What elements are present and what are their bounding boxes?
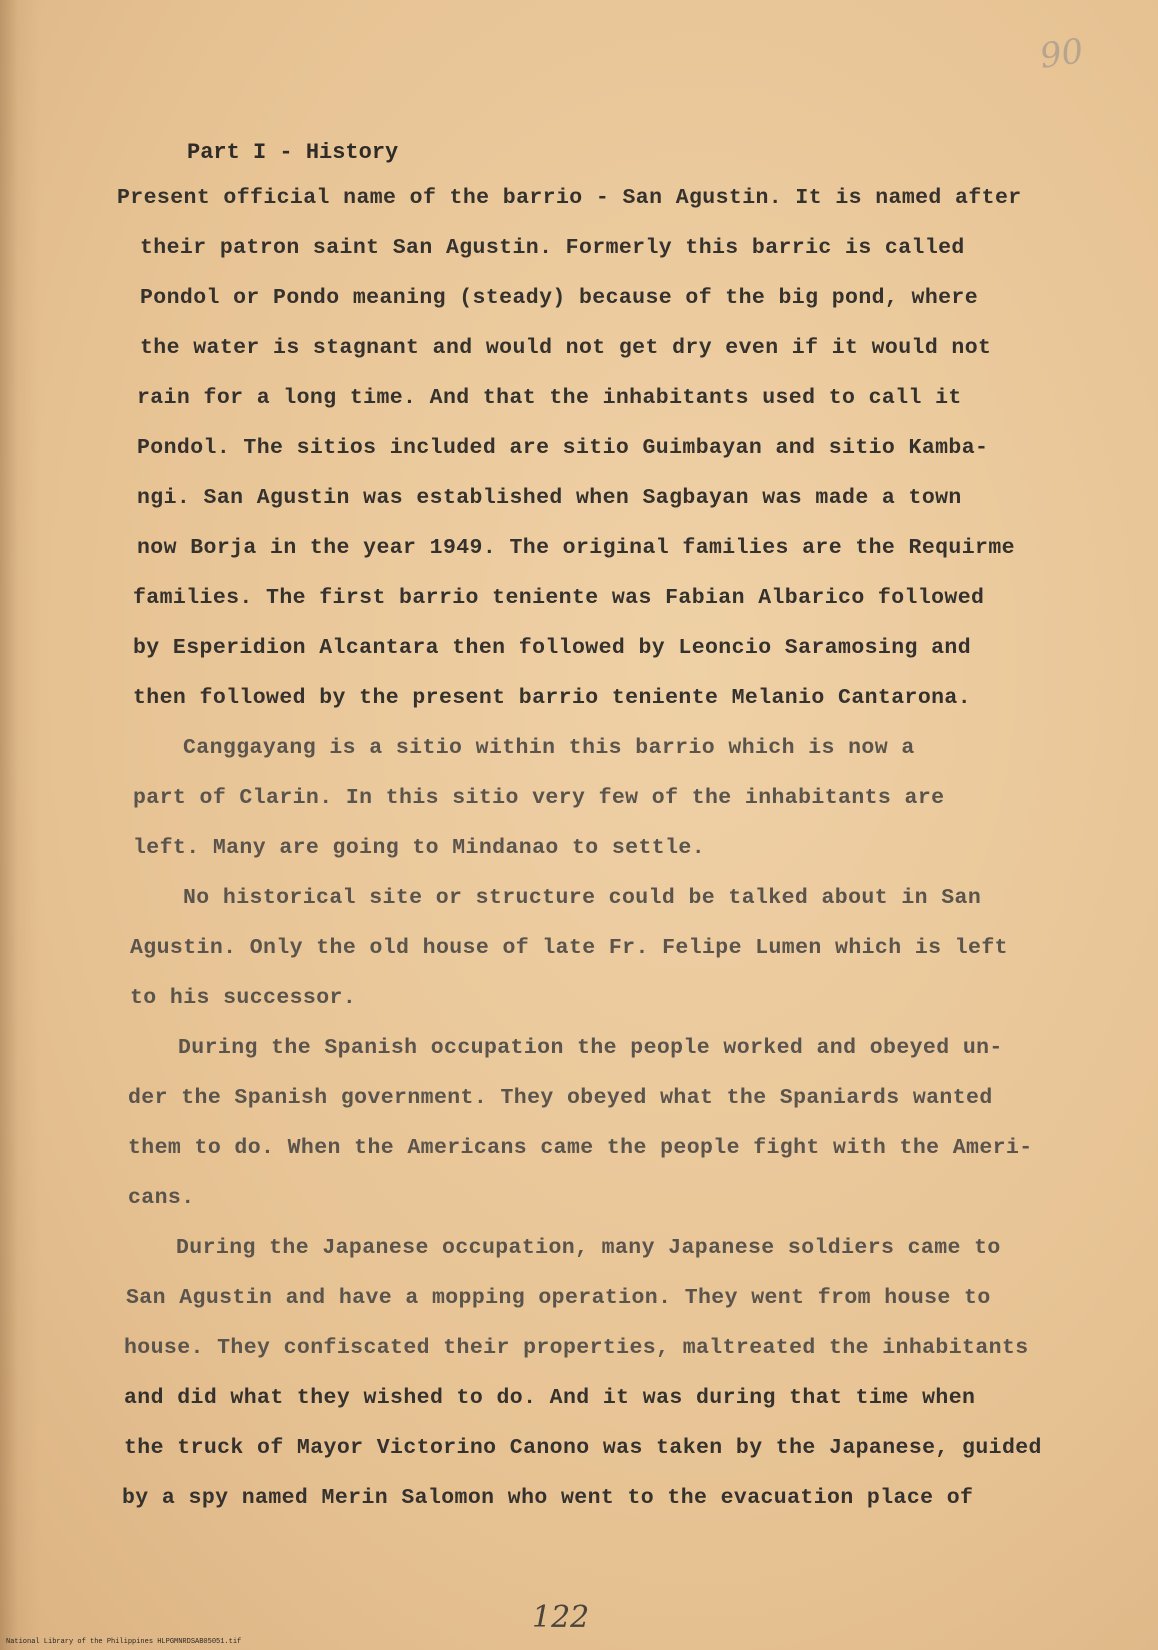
text-line: now Borja in the year 1949. The original families are the Requirme bbox=[137, 536, 1015, 560]
text-line: der the Spanish government. They obeyed what the Spaniards wanted bbox=[128, 1086, 993, 1110]
text-line: rain for a long time. And that the inhabitants used to call it bbox=[137, 386, 962, 410]
bottom-page-number: 122 bbox=[532, 1600, 590, 1635]
text-line: house. They confiscated their properties, maltreated the inhabitants bbox=[124, 1336, 1029, 1360]
text-line: by a spy named Merin Salomon who went to the evacuation place of bbox=[122, 1486, 974, 1510]
text-line: part of Clarin. In this sitio very few of the inhabitants are bbox=[133, 786, 945, 810]
page-mark: 90 bbox=[1037, 31, 1086, 77]
text-line: During the Japanese occupation, many Japanese soldiers came to bbox=[176, 1236, 1001, 1260]
text-line: left. Many are going to Mindanao to settle. bbox=[133, 836, 705, 860]
text-line: ngi. San Agustin was established when Sagbayan was made a town bbox=[137, 486, 962, 510]
text-line: the truck of Mayor Victorino Canono was taken by the Japanese, guided bbox=[124, 1436, 1042, 1460]
text-line: cans. bbox=[128, 1186, 195, 1210]
text-line: Present official name of the barrio - San Agustin. It is named after bbox=[117, 186, 1022, 210]
text-line: Agustin. Only the old house of late Fr. Felipe Lumen which is left bbox=[130, 936, 1008, 960]
text-line: their patron saint San Agustin. Formerly this barric is called bbox=[140, 236, 965, 260]
text-line: the water is stagnant and would not get dry even if it would not bbox=[140, 336, 992, 360]
text-line: and did what they wished to do. And it was during that time when bbox=[124, 1386, 976, 1410]
text-line: Pondol. The sitios included are sitio Guimbayan and sitio Kamba- bbox=[137, 436, 989, 460]
text-line: them to do. When the Americans came the people fight with the Ameri- bbox=[128, 1136, 1033, 1160]
text-line: During the Spanish occupation the people worked and obeyed un- bbox=[178, 1036, 1003, 1060]
text-line: to his successor. bbox=[130, 986, 357, 1010]
footer-credit: National Library of the Philippines HLPGMNRDSAB05051.tif bbox=[6, 1638, 242, 1646]
text-line: Pondol or Pondo meaning (steady) because of the big pond, where bbox=[140, 286, 979, 310]
text-line: Canggayang is a sitio within this barrio which is now a bbox=[183, 736, 915, 760]
text-line: then followed by the present barrio teniente Melanio Cantarona. bbox=[133, 686, 972, 710]
text-line: San Agustin and have a mopping operation. They went from house to bbox=[126, 1286, 991, 1310]
text-line: No historical site or structure could be talked about in San bbox=[183, 886, 982, 910]
text-line: by Esperidion Alcantara then followed by Leoncio Saramosing and bbox=[133, 636, 972, 660]
section-heading: Part I - History bbox=[187, 140, 399, 165]
text-line: families. The first barrio teniente was Fabian Albarico followed bbox=[133, 586, 985, 610]
